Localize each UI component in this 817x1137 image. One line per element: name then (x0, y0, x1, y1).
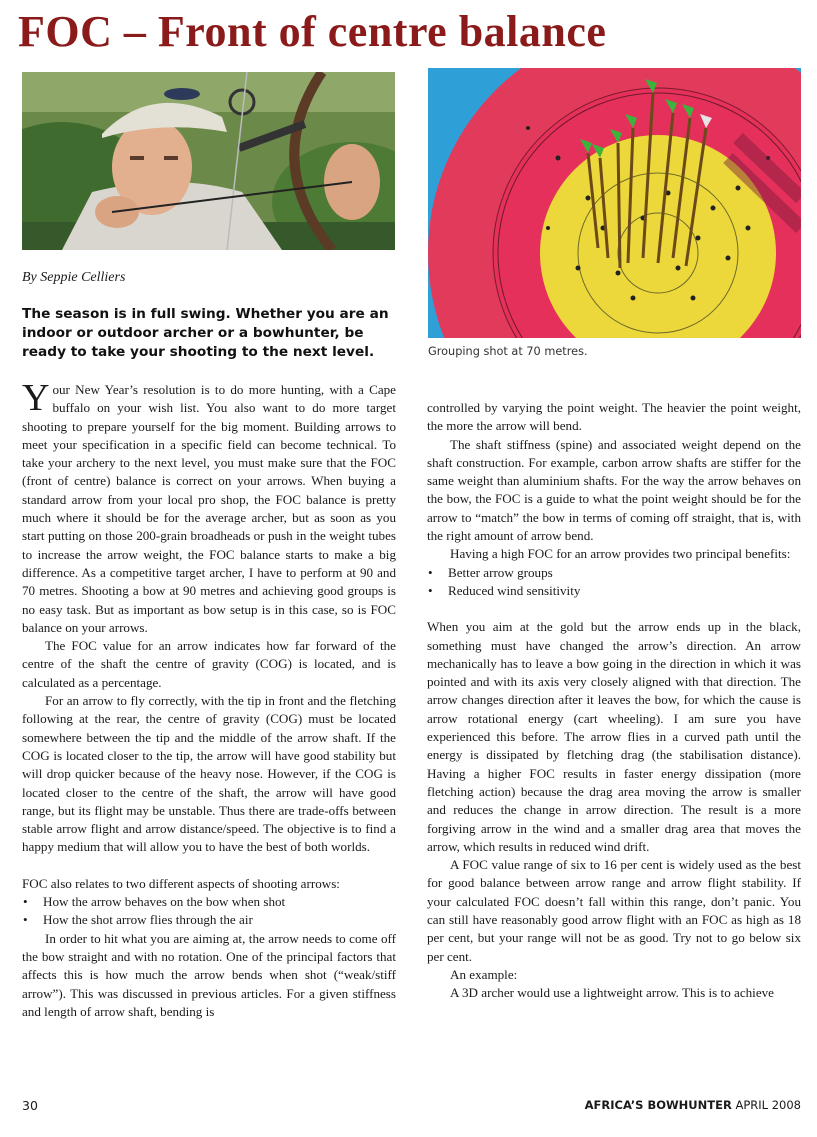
lede-paragraph: The season is in full swing. Whether you are an indoor or outdoor archer or a bowhunter, be ready to take your shooting to the next level. (22, 306, 389, 360)
paragraph-example-label: An example: (450, 966, 518, 982)
magazine-footer (585, 1098, 801, 1112)
list-item: • How the arrow behaves on the bow when shot (22, 893, 396, 911)
list-item: • How the shot arrow flies through the air (22, 911, 396, 929)
aspects-list (22, 893, 396, 930)
paragraph-intro (22, 377, 396, 637)
text-column-right (427, 399, 801, 1003)
paragraph-wind-drift: When you aim at the gold but the arrow ends up in the black, something must have changed the arrow’s direction. An arrow mechanically has to leave a bow going in the direction in which it was pointed and with its axis very closely aligned with that direction. The arrow changes direction after it leaves the bow, for which the cause is arrow rotational energy (cart wheeling). I am sure you have experienced this before. The arrow flies in a curved path until the energy is dissipated by fletching drag (the stabilisation distance). Having a higher FOC results in faster energy dissipation (more fletching action) because the drag area moving the arrow is smaller and reduces the change in arrow direction. The result is a more forgiving arrow in the wind and a smaller drag area that moves the arrow, which results in reduced wind drift. (427, 619, 801, 854)
paragraph-3d-archer: A 3D archer would use a lightweight arrow. This is to achieve (450, 985, 774, 1001)
intro-text: our New Year’s resolution is to do more hunting, with a Cape buffalo on your wish list. You also want to do more target shooting to prepare yourself for the big moment. Building arrows to meet your specification in a specific field can become technical. To take your archery to the next level, you must make sure that the FOC (front of centre) balance is correct on your arrows. When buying a standard arrow from your local pro shop, the FOC balance is pretty much where it should be for the average archer, but as soon as you start putting on those 200-grain broadheads or push in the weight tubes to increase the arrow weight, the FOC balance starts to make a big difference. As a competitive target archer, I have to perform at 90 and 70 metres. Shooting a bow at 90 metres and achieving good groups is no easy task. But as important as bow setup is in this case, so is FOC balance on your arrows. (22, 382, 396, 635)
byline: By Seppie Celliers (22, 270, 126, 285)
paragraph-benefits: Having a high FOC for an arrow provides two principal benefits: (450, 546, 791, 562)
issue-date: APRIL 2008 (735, 1098, 801, 1112)
target-photo (428, 68, 801, 338)
magazine-name: AFRICA’S BOWHUNTER (584, 1098, 732, 1112)
benefits-list (427, 564, 801, 601)
page-number: 30 (22, 1098, 38, 1113)
text-column-left (22, 377, 396, 1021)
archer-photo (22, 72, 395, 250)
list-item: • Better arrow groups (427, 564, 801, 582)
paragraph-arrow-bending: In order to hit what you are aiming at, the arrow needs to come off the bow straight and with no rotation. One of the principal factors that affects this is how much the arrow bends when shot (“weak/stiff arrow”). This was discussed in previous articles. For a given stiffness and length of arrow shaft, bending is (22, 930, 396, 1019)
paragraph-shaft-stiffness: The shaft stiffness (spine) and associated weight depend on the shaft construction. For example, carbon arrow shafts are stiffer for the same weight than aluminium shafts. For the way the arrow behaves on the bow, the FOC is a guide to what the point weight should be for the arrow to “match” the bow in terms of coming off straight, that is, with the right amount of arrow bend. (427, 436, 801, 544)
photo-caption: Grouping shot at 70 metres. (428, 345, 588, 358)
paragraph-foc-range: A FOC value range of six to 16 per cent is widely used as the best for good balance between arrow range and arrow flight stability. If your calculated FOC doesn’t fall within this range, don’t panic. You can still have reasonably good arrow flight with an FOC as high as 18 per cent, but your range will not be as good. Try not to go below six per cent. (427, 857, 801, 964)
paragraph-foc-aspects: FOC also relates to two different aspects of shooting arrows: (22, 875, 340, 891)
paragraph-arrow-flight: For an arrow to fly correctly, with the tip in front and the fletching following at the rear, the centre of gravity (COG) must be located somewhere between the tip and the middle of the arrow shaft. If the COG is located closer to the tip, the arrow will have good stability but will drop quicker because of the heavy nose. However, if the COG is located closer to the centre of the shaft, the arrow will have good range, but its flight may be unstable. Thus there are trade-offs between stable arrow flight and arrow distance/speed. The objective is to find a happy medium that will allow you to have the best of both worlds. (22, 693, 396, 855)
drop-cap: Y (22, 377, 50, 419)
paragraph-foc-value: The FOC value for an arrow indicates how far forward of the centre of the shaft the centre of gravity (COG) is located, and is calculated as a percentage. (22, 638, 396, 690)
list-item: • Reduced wind sensitivity (427, 582, 801, 600)
paragraph-point-weight: controlled by varying the point weight. The heavier the point weight, the more the arrow will bend. (427, 400, 801, 434)
article-title: FOC – Front of centre balance (18, 7, 607, 56)
